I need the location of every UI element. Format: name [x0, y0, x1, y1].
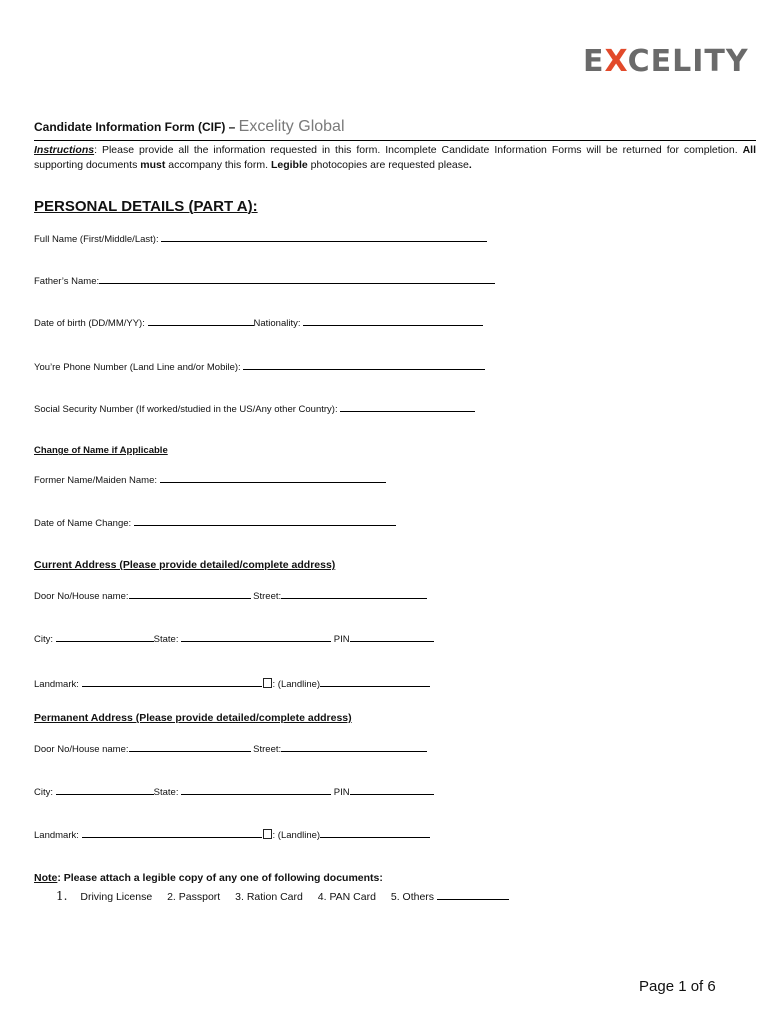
- dob-label: Date of birth (DD/MM/YY):: [34, 318, 148, 329]
- nationality-label: Nationality:: [253, 318, 304, 329]
- permanent-landline-label: : (Landline): [272, 830, 321, 841]
- title-divider: [34, 140, 756, 141]
- permanent-pin-field[interactable]: [350, 785, 434, 795]
- current-state-field[interactable]: [181, 632, 331, 642]
- doc-option-ration-card: 3. Ration Card: [235, 891, 303, 903]
- current-pin-label: PIN: [331, 634, 350, 645]
- father-name-label: Father’s Name:: [34, 276, 100, 287]
- current-door-label: Door No/House name:: [34, 591, 129, 602]
- former-name-label: Former Name/Maiden Name:: [34, 475, 160, 486]
- instructions-paragraph: Instructions: Please provide all the information requested in this form. Incomplete Candidate Information Forms will be returned for completion. All supporting documents must accompany this form. Legible photocopies are requested please.: [34, 144, 756, 171]
- permanent-landline-field[interactable]: [320, 828, 430, 838]
- permanent-state-label: State:: [153, 787, 182, 798]
- current-address-heading: Current Address (Please provide detailed/complete address): [34, 559, 336, 571]
- current-city-row: [34, 632, 434, 645]
- phone-row: [34, 360, 485, 373]
- date-name-change-label: Date of Name Change:: [34, 518, 134, 529]
- full-name-row: [34, 232, 487, 245]
- former-name-row: [34, 473, 386, 486]
- full-name-label: Full Name (First/Middle/Last):: [34, 234, 162, 245]
- permanent-door-row: [34, 742, 427, 755]
- others-field[interactable]: [437, 890, 509, 900]
- nationality-field[interactable]: [303, 316, 483, 326]
- permanent-door-label: Door No/House name:: [34, 744, 129, 755]
- dob-row: [34, 316, 483, 329]
- doc-option-pan-card: 4. PAN Card: [317, 891, 376, 903]
- permanent-door-field[interactable]: [129, 742, 251, 752]
- date-name-change-row: [34, 516, 396, 529]
- current-door-field[interactable]: [129, 589, 251, 599]
- permanent-street-field[interactable]: [281, 742, 427, 752]
- phone-label: You’re Phone Number (Land Line and/or Mobile):: [34, 362, 244, 373]
- documents-list: [56, 889, 509, 903]
- ssn-row: [34, 402, 475, 415]
- phone-field[interactable]: [243, 360, 485, 370]
- current-door-row: [34, 589, 427, 602]
- current-city-field[interactable]: [56, 632, 154, 642]
- current-landmark-field[interactable]: [82, 677, 262, 687]
- date-name-change-field[interactable]: [134, 516, 396, 526]
- form-title: Candidate Information Form (CIF) – Excelity Global: [34, 118, 345, 135]
- documents-note: Note: Please attach a legible copy of any one of following documents:: [34, 872, 383, 884]
- permanent-street-label: Street:: [250, 744, 282, 755]
- permanent-landmark-field[interactable]: [82, 828, 262, 838]
- change-name-heading: Change of Name if Applicable: [34, 445, 168, 456]
- full-name-field[interactable]: [161, 232, 487, 242]
- dob-field[interactable]: [148, 316, 254, 326]
- ssn-field[interactable]: [340, 402, 475, 412]
- list-number: 1.: [56, 889, 68, 903]
- section-title: PERSONAL DETAILS (PART A):: [34, 198, 258, 215]
- current-landline-field[interactable]: [320, 677, 430, 687]
- permanent-landmark-label: Landmark:: [34, 830, 82, 841]
- permanent-landmark-row: [34, 828, 430, 841]
- phone-icon: [263, 829, 272, 839]
- brand-name: Excelity Global: [238, 118, 345, 135]
- current-state-label: State:: [153, 634, 182, 645]
- current-city-label: City:: [34, 634, 56, 645]
- current-landline-label: : (Landline): [272, 679, 321, 690]
- permanent-city-field[interactable]: [56, 785, 154, 795]
- father-name-row: [34, 274, 495, 287]
- permanent-city-row: [34, 785, 434, 798]
- current-pin-field[interactable]: [350, 632, 434, 642]
- current-landmark-label: Landmark:: [34, 679, 82, 690]
- current-landmark-row: [34, 677, 430, 690]
- current-street-label: Street:: [250, 591, 282, 602]
- phone-icon: [263, 678, 272, 688]
- permanent-state-field[interactable]: [181, 785, 331, 795]
- doc-option-driving-license: Driving License: [80, 891, 153, 903]
- page-number: Page 1 of 6: [639, 978, 716, 995]
- ssn-label: Social Security Number (If worked/studied in the US/Any other Country):: [34, 404, 341, 415]
- doc-option-passport: 2. Passport: [167, 891, 221, 903]
- doc-option-others: 5. Others: [390, 891, 437, 903]
- current-street-field[interactable]: [281, 589, 427, 599]
- permanent-pin-label: PIN: [331, 787, 350, 798]
- former-name-field[interactable]: [160, 473, 386, 483]
- permanent-city-label: City:: [34, 787, 56, 798]
- father-name-field[interactable]: [99, 274, 495, 284]
- permanent-address-heading: Permanent Address (Please provide detailed/complete address): [34, 712, 352, 724]
- excelity-logo: EXCELITY: [583, 44, 749, 79]
